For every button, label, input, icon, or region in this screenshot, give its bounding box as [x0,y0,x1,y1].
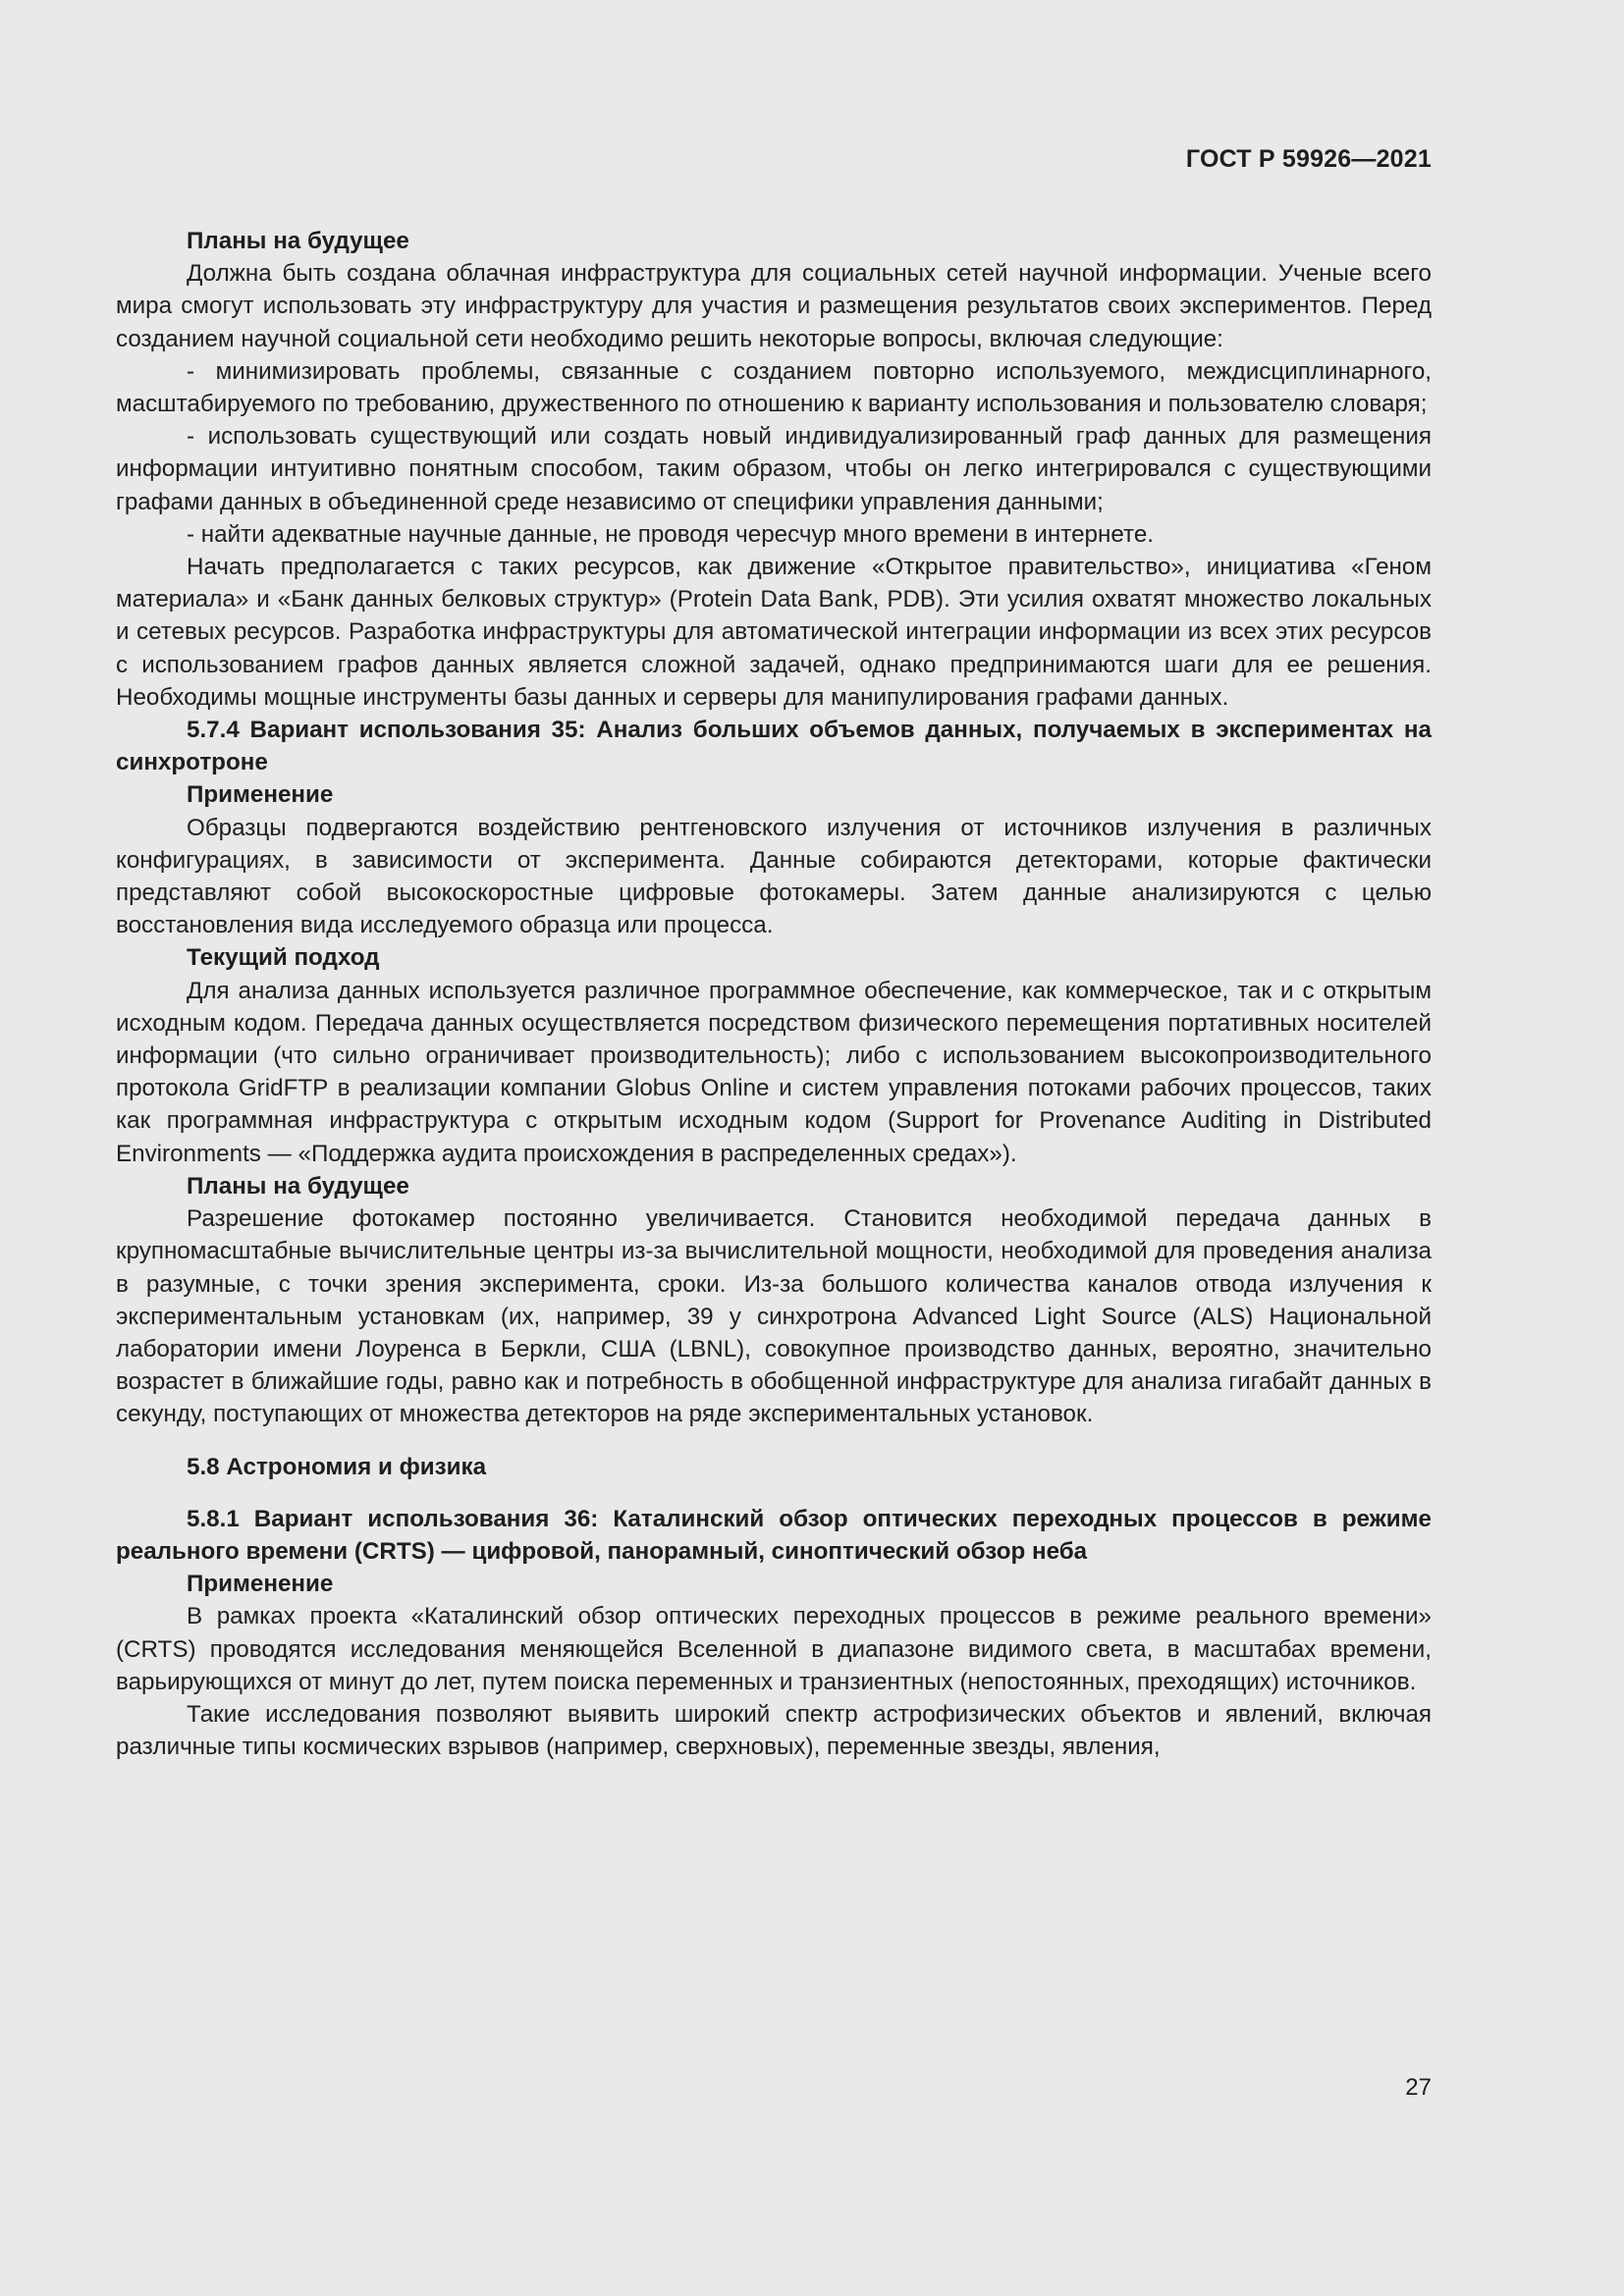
heading-application: Применение [187,781,334,809]
list-item: - найти адекватные научные данные, не проводя чересчур много времени в интернете. [187,520,1154,548]
page-number: 27 [1405,2074,1432,2101]
paragraph: В рамках проекта «Каталинский обзор оптических переходных процессов в режиме реального времени» (CRTS) проводятся исследования меняющейся Вселенной в диапазоне видимого света, в масштабах времени, варьирующихся от минут до лет, путем поиска переменных и транзиентных (непостоянных, преходящих) источников. [116,1603,1432,1695]
heading-use-case-35: 5.7.4 Вариант использования 35: Анализ больших объемов данных, получаемых в экспериментах на синхротроне [116,717,1432,776]
heading-current-approach: Текущий подход [187,944,380,972]
heading-future-plans: Планы на будущее [187,1172,409,1200]
list-item: - использовать существующий или создать новый индивидуализированный граф данных для размещения информации интуитивно понятным способом, таким образом, чтобы он легко интегрировался с существующими графами данных в объединенной среде независимо от специфики управления данными; [116,423,1432,515]
document-body [116,225,1432,1763]
list-item: - минимизировать проблемы, связанные с созданием повторно используемого, междисциплинарного, масштабируемого по требованию, дружественного по отношению к варианту использования и пользователю словаря; [116,357,1432,418]
paragraph: Должна быть создана облачная инфраструктура для социальных сетей научной информации. Ученые всего мира смогут использовать эту инфраструктуру для участия и размещения результатов своих экспериментов. Перед созданием научной социальной сети необходимо решить некоторые вопросы, включая следующие: [116,260,1432,352]
heading-future-plans: Планы на будущее [187,228,409,254]
paragraph: Для анализа данных используется различное программное обеспечение, как коммерческое, так и с открытым исходным кодом. Передача данных осуществляется посредством физического перемещения портативных носителей информации (что сильно ограничивает производительность); либо с использованием высокопроизводительного протокола GridFTP в реализации компании Globus Online и систем управления потоками рабочих процессов, таких как программная инфраструктура с открытым исходным кодом (Support for Provenance Auditing in Distributed Environments — «Поддержка аудита происхождения в распределенных средах»). [116,977,1432,1167]
heading-application: Применение [187,1571,334,1598]
document-header: ГОСТ Р 59926—2021 [1185,145,1432,173]
paragraph: Начать предполагается с таких ресурсов, как движение «Открытое правительство», инициатива «Геном материала» и «Банк данных белковых структур» (Protein Data Bank, PDB). Эти усилия охватят множество локальных и сетевых ресурсов. Разработка инфраструктуры для автоматической интеграции информации из всех этих ресурсов с использованием графов данных является сложной задачей, однако предпринимаются шаги для ее решения. Необходимы мощные инструменты базы данных и серверы для манипулирования графами данных. [116,554,1432,711]
document-page [116,145,1432,2148]
heading-section-5-8: 5.8 Астрономия и физика [187,1453,487,1480]
paragraph: Такие исследования позволяют выявить широкий спектр астрофизических объектов и явлений, включая различные типы космических взрывов (например, сверхновых), переменные звезды, явления, [116,1700,1432,1761]
heading-use-case-36: 5.8.1 Вариант использования 36: Каталинский обзор оптических переходных процессов в режиме реального времени (CRTS) — цифровой, панорамный, синоптический обзор неба [116,1505,1432,1565]
paragraph: Разрешение фотокамер постоянно увеличивается. Становится необходимой передача данных в крупномасштабные вычислительные центры из-за вычислительной мощности, необходимой для проведения анализа в разумные, с точки зрения эксперимента, сроки. Из-за большого количества каналов отвода излучения к экспериментальным установкам (их, например, 39 у синхротрона Advanced Light Source (ALS) Национальной лаборатории имени Лоуренса в Беркли, США (LBNL), совокупное производство данных, вероятно, значительно возрастет в ближайшие годы, равно как и потребность в обобщенной инфраструктуре для анализа гигабайт данных в секунду, поступающих от множества детекторов на ряде экспериментальных установок. [116,1205,1432,1428]
paragraph: Образцы подвергаются воздействию рентгеновского излучения от источников излучения в различных конфигурациях, в зависимости от эксперимента. Данные собираются детекторами, которые фактически представляют собой высокоскоростные цифровые фотокамеры. Затем данные анализируются с целью восстановления вида исследуемого образца или процесса. [116,814,1432,939]
